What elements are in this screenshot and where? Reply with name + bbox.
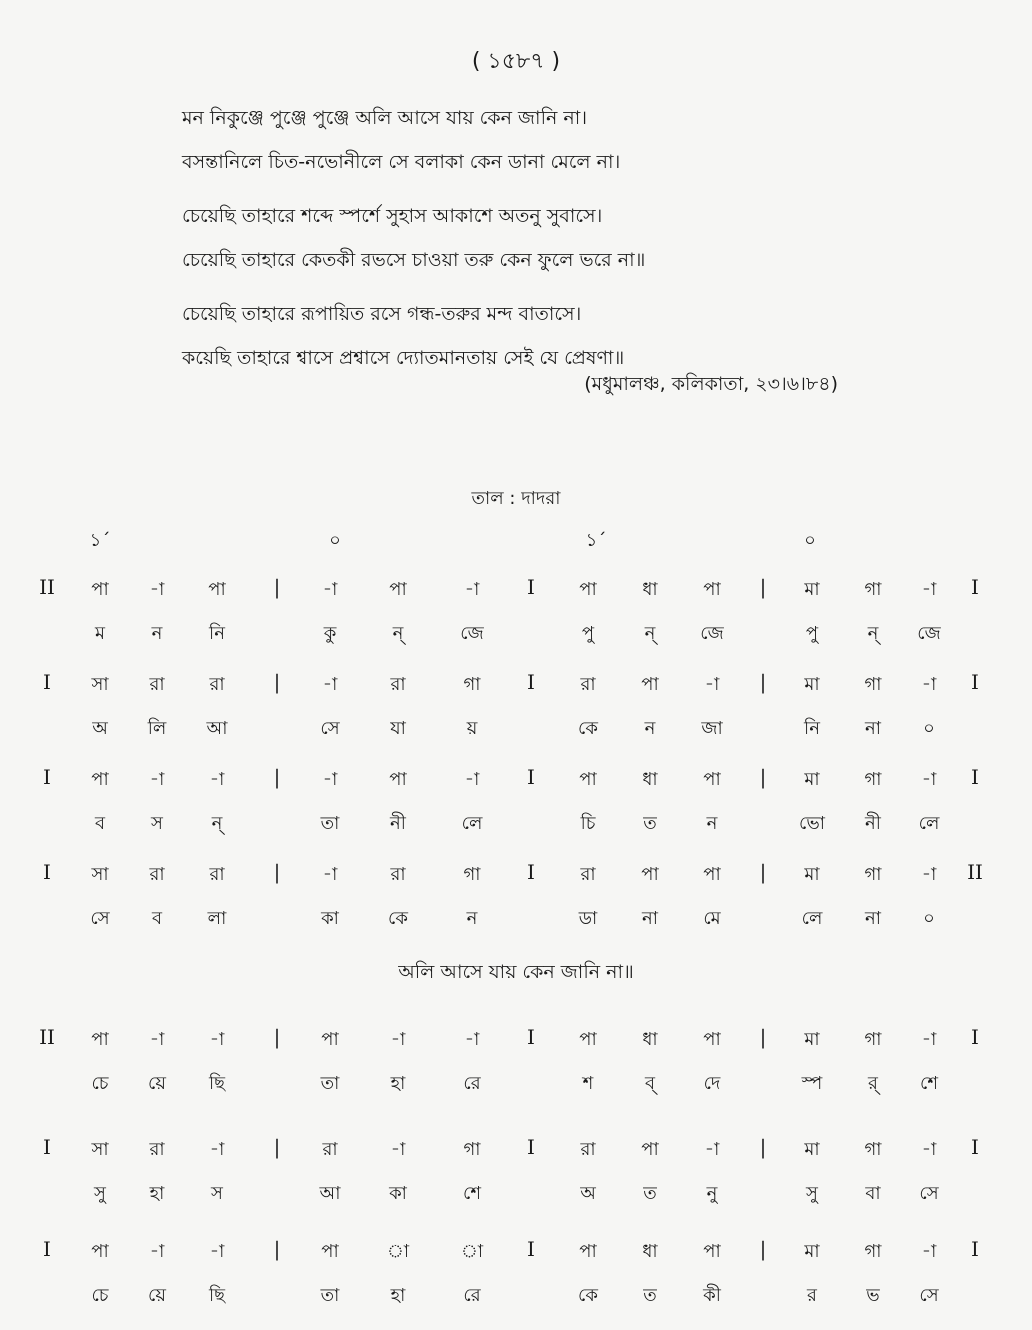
lyric-syllable: চি [580,813,596,834]
bar-line: | [273,1237,281,1261]
note: গা [864,674,882,695]
bar-line: | [759,1025,767,1049]
lyric-row [0,1069,1032,1099]
tala-heading: তাল : দাদরা [471,488,561,509]
bar-line: I [527,670,535,694]
lyric-syllable: না [865,908,881,929]
lyric-syllable: শ [582,1073,594,1094]
refrain-line: অলি আসে যায় কেন জানি না॥ [398,961,634,983]
lyric-syllable: ভো [799,813,825,834]
note: -া [464,579,480,600]
lyric-syllable: র্ [868,1073,878,1094]
beat-mark: ০ [804,530,816,551]
note: -া [390,1029,406,1050]
bar-line: I [43,670,51,694]
lyric-syllable: তা [320,813,340,834]
lyric-syllable: কে [388,908,408,929]
lyric-syllable: ন [644,718,656,739]
bar-line: | [273,1025,281,1049]
bar-line: | [759,1135,767,1159]
lyric-syllable: নি [804,718,820,739]
poem-line: চেয়েছি তাহারে রূপায়িত রসে গন্ধ-তরুর মন্দ বাতাসে। [182,303,582,325]
lyric-syllable: নি [209,623,225,644]
lyric-syllable: য়ে [148,1073,166,1094]
bar-line: I [527,765,535,789]
note: সা [91,674,109,695]
note: -া [464,769,480,790]
bar-line: I [971,1025,979,1049]
note: পা [703,1029,721,1050]
notation-row [0,1135,1032,1165]
lyric-syllable: নু [706,1183,718,1204]
note: -া [149,579,165,600]
note: রা [580,864,596,885]
page-number: ( ১৫৮৭ ) [471,49,561,74]
lyric-syllable: নী [865,813,881,834]
bar-line: I [43,765,51,789]
note: পা [91,579,109,600]
note: -া [704,674,720,695]
note: রা [390,674,406,695]
stanza-gap [182,282,882,292]
bar-line: II [967,860,983,884]
bar-line: | [759,1237,767,1261]
note: সা [91,864,109,885]
source-citation: (মধুমালঞ্চ, কলিকাতা, ২৩।৬।৮৪) [584,373,838,395]
note: রা [209,864,225,885]
note: গা [864,1139,882,1160]
note: রা [390,864,406,885]
lyric-syllable: কা [389,1183,407,1204]
note: পা [579,579,597,600]
lyric-row [0,904,1032,934]
note: মা [804,674,820,695]
note: -া [322,864,338,885]
note: -া [921,1139,937,1160]
bar-line: I [43,1135,51,1159]
lyric-syllable: যা [390,718,406,739]
lyric-syllable: ন [466,908,478,929]
note: মা [804,1241,820,1262]
note: গা [463,864,481,885]
beat-marks [0,526,1032,556]
lyric-syllable: হা [390,1285,406,1306]
note: পা [703,1241,721,1262]
lyric-syllable: লা [207,908,227,929]
lyric-syllable: চে [91,1285,109,1306]
lyric-syllable: ত [643,1285,657,1306]
lyric-syllable: তা [320,1073,340,1094]
lyric-syllable: জে [917,623,941,644]
lyric-row [0,714,1032,744]
lyric-syllable: চে [91,1073,109,1094]
notation-row [0,1237,1032,1267]
note: -া [149,769,165,790]
bar-line: I [527,575,535,599]
bar-line: | [273,860,281,884]
poem-line: বসন্তানিলে চিত-নভোনীলে সে বলাকা কেন ডানা মেলে না। [182,151,621,173]
bar-line: I [971,670,979,694]
lyric-syllable: জে [700,623,724,644]
bar-line: I [527,1025,535,1049]
lyric-syllable: অ [92,718,108,739]
note: পা [321,1029,339,1050]
lyric-syllable: হা [390,1073,406,1094]
lyric-syllable: ত [643,1183,657,1204]
note: -া [209,1139,225,1160]
note: পা [208,579,226,600]
lyric-syllable: জে [460,623,484,644]
poem-line: চেয়েছি তাহারে কেতকী রভসে চাওয়া তরু কেন ফুলে ভরে না॥ [182,249,646,271]
notation-row [0,670,1032,700]
lyric-syllable: ন্ [867,623,879,644]
lyric-syllable: য় [466,718,478,739]
beat-mark: ০ [329,530,341,551]
note: সা [91,1139,109,1160]
lyric-syllable: না [865,718,881,739]
lyric-syllable: কী [703,1285,721,1306]
bar-line: I [43,860,51,884]
lyric-syllable: সে [919,1285,939,1306]
lyric-syllable: সে [90,908,110,929]
note: গা [864,1241,882,1262]
lyric-syllable: ছি [208,1285,226,1306]
bar-line: I [43,1237,51,1261]
note: পা [389,579,407,600]
lyric-syllable: দে [703,1073,721,1094]
note: রা [149,864,165,885]
bar-line: | [273,765,281,789]
lyric-syllable: পু [581,623,595,644]
note: গা [463,674,481,695]
note: ধা [642,579,658,600]
notation-row [0,1025,1032,1055]
lyric-syllable: শে [920,1073,938,1094]
bar-line: | [759,670,767,694]
note: রা [209,674,225,695]
note: ধা [642,1029,658,1050]
note: ধা [642,1241,658,1262]
note: -া [921,864,937,885]
lyric-syllable: সু [94,1183,106,1204]
lyric-syllable: লে [918,813,940,834]
note: পা [641,674,659,695]
lyric-syllable: নী [390,813,406,834]
lyric-syllable: ন [706,813,718,834]
note: পা [579,769,597,790]
note: পা [641,1139,659,1160]
note: পা [91,1029,109,1050]
lyric-syllable: ন্ [392,623,404,644]
lyric-syllable: র [807,1285,817,1306]
note: পা [703,769,721,790]
poem-line: মন নিকুঞ্জে পুঞ্জে পুঞ্জে অলি আসে যায় কেন জানি না। [182,107,588,129]
lyric-row [0,809,1032,839]
lyric-syllable: ন [151,623,163,644]
note: পা [321,1241,339,1262]
bar-line: I [971,575,979,599]
lyric-syllable: স্প [801,1073,823,1094]
note: মা [804,1029,820,1050]
lyric-row [0,619,1032,649]
lyric-syllable: ম [95,623,105,644]
note: -া [921,1241,937,1262]
lyric-syllable: স [151,813,163,834]
lyric-syllable: স [211,1183,223,1204]
lyric-syllable: পু [805,623,819,644]
note: পা [389,769,407,790]
lyric-syllable: হা [149,1183,165,1204]
note: গা [864,1029,882,1050]
bar-line: I [971,1237,979,1261]
note: পা [703,864,721,885]
lyric-row [0,1179,1032,1209]
bar-line: I [527,1237,535,1261]
lyric-syllable: য়ে [148,1285,166,1306]
lyric-syllable: তা [320,1285,340,1306]
bar-line: | [273,575,281,599]
lyric-syllable: ন্ [211,813,223,834]
note: মা [804,1139,820,1160]
lyric-syllable: ০ [923,908,935,929]
bar-line: II [39,575,55,599]
note: পা [579,1029,597,1050]
bar-line: | [759,860,767,884]
lyric-syllable: কে [578,1285,598,1306]
lyric-syllable: আ [319,1183,341,1204]
lyric-syllable: রে [463,1073,481,1094]
lyric-syllable: লে [461,813,483,834]
bar-line: I [971,1135,979,1159]
notation-row [0,575,1032,605]
lyric-syllable: অ [580,1183,596,1204]
note: -া [149,1029,165,1050]
note: পা [91,1241,109,1262]
bar-line: I [971,765,979,789]
bar-line: | [759,575,767,599]
note: গা [864,579,882,600]
lyric-syllable: রে [463,1285,481,1306]
lyric-syllable: সে [320,718,340,739]
bar-line: | [273,670,281,694]
lyric-syllable: ০ [923,718,935,739]
lyric-syllable: ব্ [644,1073,656,1094]
lyric-syllable: লে [801,908,823,929]
note: রা [149,1139,165,1160]
note: পা [91,769,109,790]
lyric-row [0,1281,1032,1311]
note: -া [921,579,937,600]
lyric-syllable: লি [147,718,167,739]
lyric-syllable: কু [323,623,337,644]
lyric-syllable: ছি [208,1073,226,1094]
note: -া [149,1241,165,1262]
note: -া [704,1139,720,1160]
lyric-syllable: ভ [866,1285,880,1306]
beat-mark: ১´ [89,530,111,551]
notation-row [0,860,1032,890]
note: -া [209,1029,225,1050]
note: গা [864,769,882,790]
note: -া [390,1139,406,1160]
lyric-syllable: সু [806,1183,818,1204]
bar-line: | [759,765,767,789]
lyric-syllable: মে [703,908,721,929]
poem-line: কয়েছি তাহারে শ্বাসে প্রশ্বাসে দ্যোতমানতায় সেই যে প্রেষণা॥ [182,347,625,369]
notation-row [0,765,1032,795]
note: -া [921,674,937,695]
lyric-syllable: কা [321,908,339,929]
note: মা [804,769,820,790]
note: রা [149,674,165,695]
note: -া [921,1029,937,1050]
lyric-syllable: ন্ [644,623,656,644]
note: গা [864,864,882,885]
lyric-syllable: না [642,908,658,929]
note: পা [641,864,659,885]
lyric-syllable: জা [701,718,723,739]
lyric-syllable: সে [919,1183,939,1204]
poem-line: চেয়েছি তাহারে শব্দে স্পর্শে সুহাস আকাশে অতনু সুবাসে। [182,205,603,227]
note: মা [804,864,820,885]
note: গা [463,1139,481,1160]
poem [182,96,882,380]
note: রা [580,674,596,695]
note: রা [322,1139,338,1160]
note: -া [322,579,338,600]
lyric-syllable: ব [94,813,106,834]
lyric-syllable: ব [151,908,163,929]
note: -া [322,769,338,790]
note: ধা [642,769,658,790]
note: া [386,1241,410,1262]
bar-line: I [527,860,535,884]
bar-line: II [39,1025,55,1049]
bar-line: | [273,1135,281,1159]
note: পা [579,1241,597,1262]
lyric-syllable: আ [206,718,228,739]
note: -া [464,1029,480,1050]
note: পা [703,579,721,600]
note: -া [322,674,338,695]
lyric-syllable: বা [865,1183,881,1204]
note: -া [921,769,937,790]
lyric-syllable: ডা [578,908,598,929]
lyric-syllable: ত [643,813,657,834]
note: মা [804,579,820,600]
note: রা [580,1139,596,1160]
note: -া [209,1241,225,1262]
stanza-gap [182,184,882,194]
lyric-syllable: শে [463,1183,481,1204]
beat-mark: ১´ [585,530,607,551]
lyric-syllable: কে [578,718,598,739]
note: া [460,1241,484,1262]
note: -া [209,769,225,790]
bar-line: I [527,1135,535,1159]
